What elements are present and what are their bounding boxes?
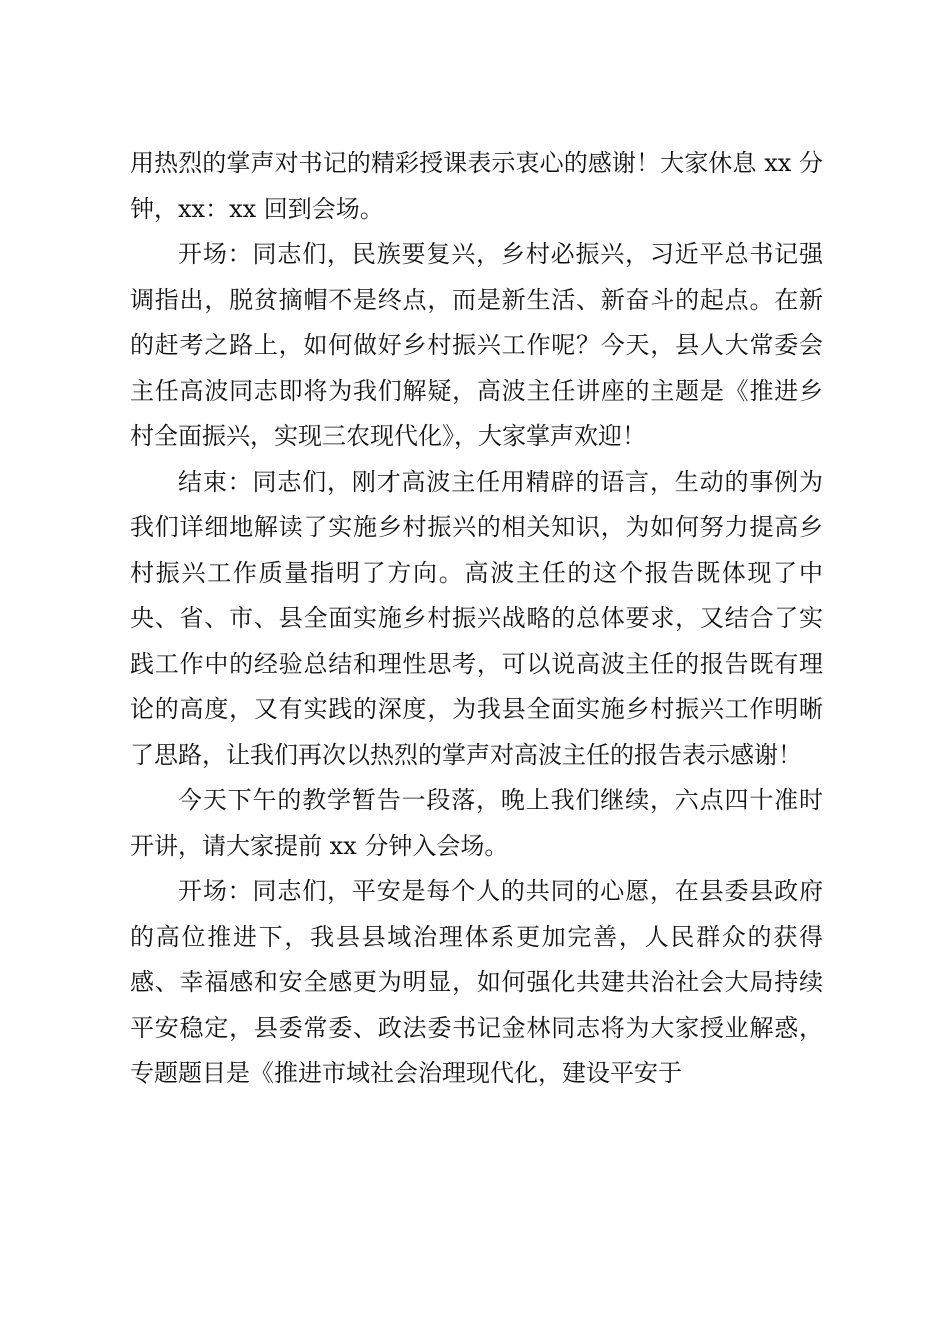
document-body <box>130 141 823 1097</box>
paragraph-closing-rural-revitalization: 结束：同志们，刚才高波主任用精辟的语言，生动的事例为我们详细地解读了实施乡村振兴的相关知识，为如何努力提高乡村振兴工作质量指明了方向。高波主任的这个报告既体现了中央、省、市、县全面实施乡村振兴战略的总体要求，又结合了实践工作中的经验总结和理性思考，可以说高波主任的报告既有理论的高度，又有实践的深度，为我县全面实施乡村振兴工作明晰了思路，让我们再次以热烈的掌声对高波主任的报告表示感谢！ <box>130 467 823 769</box>
paragraph-opening-rural-revitalization: 开场：同志们，民族要复兴，乡村必振兴，习近平总书记强调指出，脱贫摘帽不是终点，而是新生活、新奋斗的起点。在新的赶考之路上，如何做好乡村振兴工作呢？今天，县人大常委会主任高波同志即将为我们解疑，高波主任讲座的主题是《推进乡村全面振兴，实现三农现代化》，大家掌声欢迎！ <box>130 240 823 450</box>
paragraph-closing-thanks: 用热烈的掌声对书记的精彩授课表示衷心的感谢！大家休息 xx 分钟，xx：xx 回到会场。 <box>130 149 823 223</box>
paragraph-opening-social-governance: 开场：同志们，平安是每个人的共同的心愿，在县委县政府的高位推进下，我县县域治理体系更加完善，人民群众的获得感、幸福感和安全感更为明显，如何强化共建共治社会大局持续平安稳定，县委常委、政法委书记金林同志将为大家授业解惑，专题题目是《推进市域社会治理现代化，建设平安于 <box>130 877 823 1087</box>
paragraph-schedule-notice: 今天下午的教学暂告一段落，晚上我们继续，六点四十准时开讲，请大家提前 xx 分钟入会场。 <box>130 786 823 860</box>
